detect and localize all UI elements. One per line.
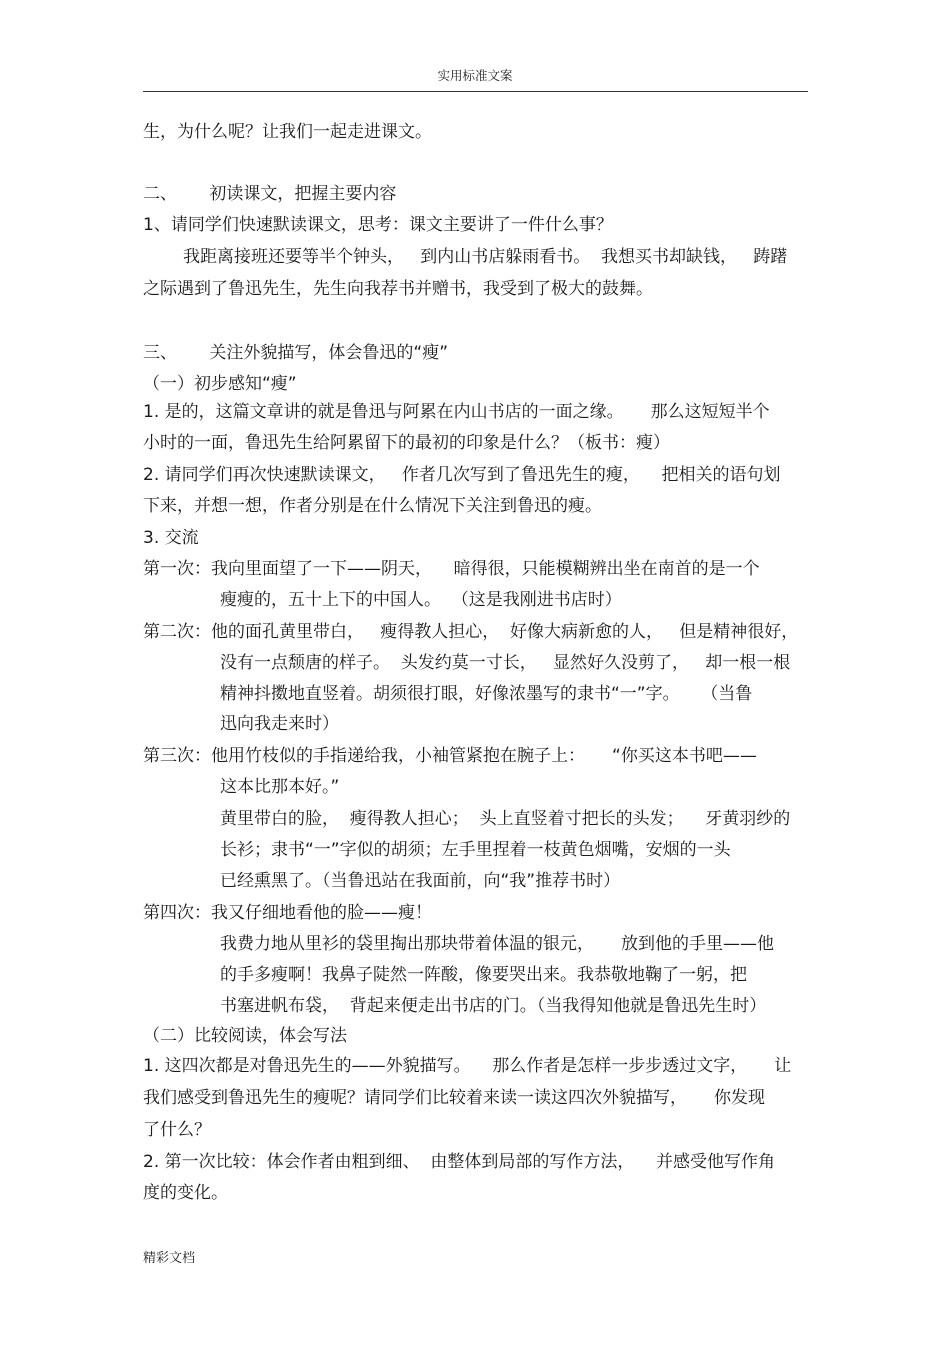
body-line: 3. 交流	[143, 528, 199, 548]
header-rule	[143, 91, 808, 92]
body-line: 度的变化。	[143, 1183, 228, 1203]
body-line: 已经熏黑了。（当鲁迅站在我面前，向“我”推荐书时）	[220, 871, 621, 891]
subsection-heading: （二）比较阅读，体会写法	[143, 1026, 347, 1046]
body-line: 1、请同学们快速默读课文，思考：课文主要讲了一件什么事？	[143, 215, 613, 235]
section-heading: 二、 初读课文，把握主要内容	[143, 184, 397, 204]
body-line: 小时的一面，鲁迅先生给阿累留下的最初的印象是什么？（板书：瘦）	[143, 433, 670, 453]
body-line: 我费力地从里衫的袋里掏出那块带着体温的银元， 放到他的手里——他	[220, 934, 775, 954]
body-line: 2. 第一次比较：体会作者由粗到细、 由整体到局部的写作方法， 并感受他写作角	[143, 1152, 776, 1172]
body-line: 精神抖擞地直竖着。胡须很打眼，好像浓墨写的隶书“一”字。 （当鲁	[220, 684, 753, 704]
body-line: 瘦瘦的，五十上下的中国人。 （这是我刚进书店时）	[220, 590, 622, 610]
body-line: 的手多瘦啊！我鼻子陡然一阵酸，像要哭出来。我恭敬地鞠了一躬，把	[220, 965, 747, 985]
body-line: 第四次：我又仔细地看他的脸——瘦！	[143, 903, 432, 923]
body-line: 我距离接班还要等半个钟头， 到内山书店躲雨看书。 我想买书却缺钱， 踌躇	[183, 247, 788, 267]
body-line: 迅向我走来时）	[220, 714, 339, 734]
body-line: 下来，并想一想，作者分别是在什么情况下关注到鲁迅的瘦。	[143, 496, 602, 516]
body-line: 书塞进帆布袋， 背起来便走出书店的门。（当我得知他就是鲁迅先生时）	[220, 996, 767, 1016]
page-header: 实用标准文案	[437, 68, 513, 83]
body-line: 了什么？	[143, 1120, 211, 1140]
body-line: 这本比那本好。”	[220, 777, 340, 797]
body-line: 1. 是的，这篇文章讲的就是鲁迅与阿累在内山书店的一面之缘。 那么这短短半个	[143, 402, 770, 422]
body-line: 生，为什么呢？让我们一起走进课文。	[143, 122, 432, 142]
body-line: 1. 这四次都是对鲁迅先生的——外貌描写。 那么作者是怎样一步步透过文字， 让	[143, 1056, 792, 1076]
body-line: 2. 请同学们再次快速默读课文， 作者几次写到了鲁迅先生的瘦， 把相关的语句划	[143, 465, 781, 485]
body-line: 黄里带白的脸， 瘦得教人担心； 头上直竖着寸把长的头发； 牙黄羽纱的	[220, 809, 791, 829]
section-heading: 三、 关注外貌描写，体会鲁迅的“瘦”	[143, 343, 449, 363]
body-line: 长衫；隶书“一”字似的胡须；左手里捏着一枝黄色烟嘴，安烟的一头	[220, 840, 731, 860]
body-line: 我们感受到鲁迅先生的瘦呢？请同学们比较着来读一读这四次外貌描写， 你发现	[143, 1088, 766, 1108]
body-line: 第一次：我向里面望了一下——阴天， 暗得很，只能模糊辨出坐在南首的是一个	[143, 559, 760, 579]
body-line: 之际遇到了鲁迅先生，先生向我荐书并赠书，我受到了极大的鼓舞。	[143, 279, 653, 299]
body-line: 第三次：他用竹枝似的手指递给我，小袖管紧抱在腕子上： “你买这本书吧——	[143, 746, 757, 766]
page-footer: 精彩文档	[143, 1251, 196, 1266]
body-line: 没有一点颓唐的样子。 头发约莫一寸长， 显然好久没剪了， 却一根一根	[220, 653, 791, 673]
body-line: 第二次：他的面孔黄里带白， 瘦得教人担心， 好像大病新愈的人， 但是精神很好，	[143, 622, 799, 642]
subsection-heading: （一）初步感知“瘦”	[143, 374, 297, 394]
